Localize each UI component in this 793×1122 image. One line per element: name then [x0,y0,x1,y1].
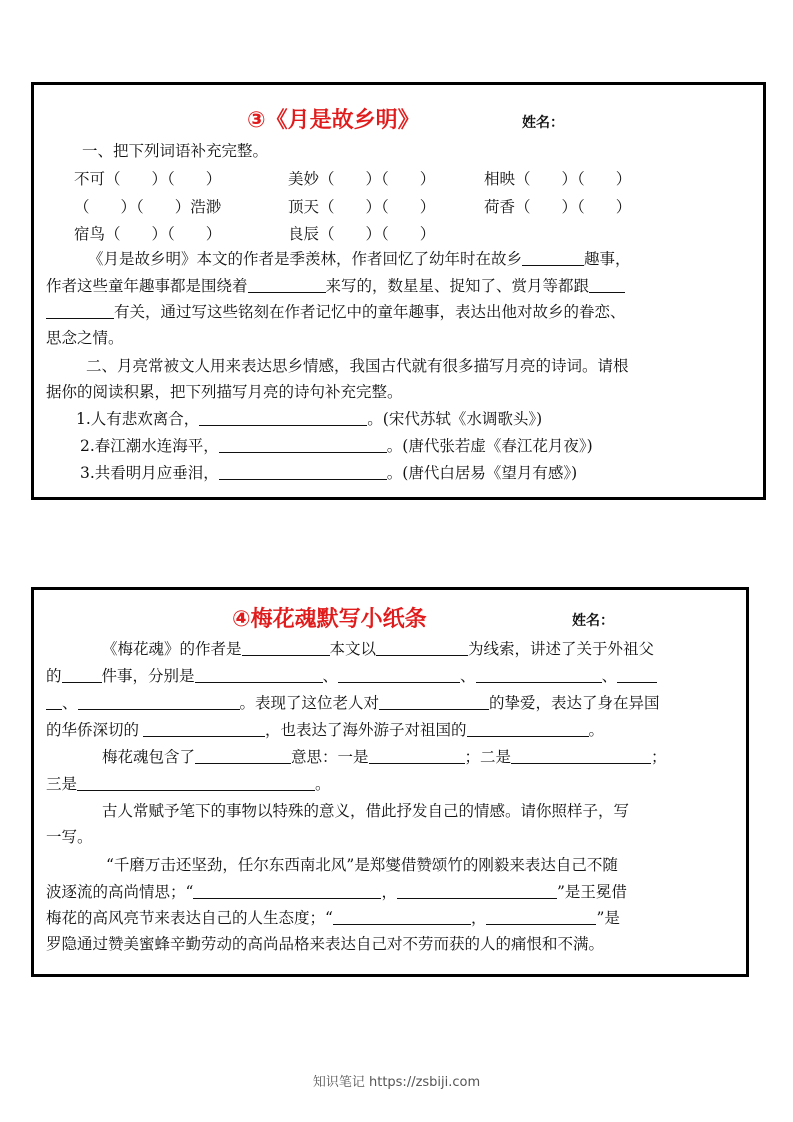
worksheet-card-yue-shi-gu-xiang-ming [31,82,766,500]
fill-blank[interactable] [46,693,62,710]
word-blank: 宿鸟（ ）（ ） [74,225,222,243]
paragraph-line: 古人常赋予笔下的事物以特殊的意义，借此抒发自己的情感。请你照样子，写 [102,802,630,820]
paragraph-line: 、 。表现了这位老人对 的挚爱，表达了身在异国 [46,690,734,716]
paragraph-line: 作者这些童年趣事都是围绕着 来写的，数星星、捉知了、赏月等都跟 [46,273,751,299]
fill-blank[interactable] [376,639,468,656]
word-blank: 不可（ ）（ ） [74,170,222,188]
paragraph-line: 梅花魂包含了 意思：一是 ；二是 ； [102,748,667,766]
fill-blank[interactable] [486,908,596,925]
fill-blank[interactable] [195,666,323,683]
word-blank: 良辰（ ）（ ） [288,225,436,243]
fill-blank[interactable] [143,720,265,737]
fill-blank[interactable] [219,436,387,453]
paragraph-line: “千磨万击还坚劲，任尔东西南北风”是郑燮借赞颂竹的刚毅来表达自己不随 [106,856,618,874]
fill-blank[interactable] [46,302,114,319]
word-blank: 美妙（ ）（ ） [288,170,436,188]
fill-blank[interactable] [195,747,291,764]
poem-item: 1.人有悲欢离合， 。(宋代苏轼《水调歌头》) [76,410,543,428]
fill-blank[interactable] [248,276,326,293]
word-blank: 相映（ ）（ ） [484,170,632,188]
fill-blank[interactable] [242,639,330,656]
paragraph-line: 梅花的高风亮节来表达自己的人生态度；“ ， ”是 [46,909,620,927]
paragraph-line: 罗隐通过赞美蜜蜂辛勤劳动的高尚品格来表达自己对不劳而获的人的痛恨和不满。 [46,935,605,953]
worksheet-card-mei-hua-hun [31,587,749,977]
poem-item: 3.共看明月应垂泪， 。(唐代白居易《望月有感》) [80,464,578,482]
fill-blank[interactable] [589,276,625,293]
fill-blank[interactable] [617,666,657,683]
paragraph-line: 思念之情。 [46,329,124,347]
name-label: 姓名： [572,613,614,629]
paragraph-line: 的华侨深切的 ，也表达了海外游子对祖国的 。 [46,721,605,739]
fill-blank[interactable] [369,747,465,764]
fill-blank[interactable] [522,249,584,266]
poem-item: 2.春江潮水连海平， 。(唐代张若虚《春江花月夜》) [80,437,593,455]
fill-blank[interactable] [397,882,557,899]
fill-blank[interactable] [476,666,602,683]
word-blank: 顶天（ ）（ ） [288,198,436,216]
paragraph-line: 《梅花魂》的作者是 本文以 为线索，讲述了关于外祖父 [102,640,655,658]
paragraph-line: 波逐流的高尚情思；“ ， ”是王冕借 [46,883,627,901]
paragraph-line: 有关，通过写这些铭刻在作者记忆中的童年趣事，表达出他对故乡的眷恋、 [46,299,751,325]
fill-blank[interactable] [219,463,387,480]
fill-blank[interactable] [467,720,589,737]
word-blank: （ ）（ ）浩渺 [74,198,222,216]
word-blank: 荷香（ ）（ ） [484,198,632,216]
card-title: ③《月是故乡明》 [247,108,420,133]
site-footer: 知识笔记 https://zsbiji.com [312,1075,481,1090]
fill-blank[interactable] [77,774,315,791]
name-label: 姓名： [522,115,564,131]
fill-blank[interactable] [78,693,240,710]
section-heading-2: 二、月亮常被文人用来表达思乡情感，我国古代就有很多描写月亮的诗词。请根 [86,357,629,375]
fill-blank[interactable] [193,882,381,899]
paragraph-line: 三是 。 [46,775,331,793]
fill-blank[interactable] [338,666,460,683]
paragraph-line: 的 件事，分别是 、 、 、 [46,663,734,689]
fill-blank[interactable] [333,908,471,925]
card-title: ④梅花魂默写小纸条 [232,607,427,632]
paragraph-line: 据你的阅读积累，把下列描写月亮的诗句补充完整。 [46,383,403,401]
fill-blank[interactable] [199,409,367,426]
fill-blank[interactable] [511,747,651,764]
fill-blank[interactable] [379,693,489,710]
paragraph-line: 《月是故乡明》本文的作者是季羡林，作者回忆了幼年时在故乡 趣事， [88,250,631,268]
fill-blank[interactable] [62,666,102,683]
paragraph-line: 一写。 [46,828,93,846]
section-heading-1: 一、把下列词语补充完整。 [82,142,269,160]
